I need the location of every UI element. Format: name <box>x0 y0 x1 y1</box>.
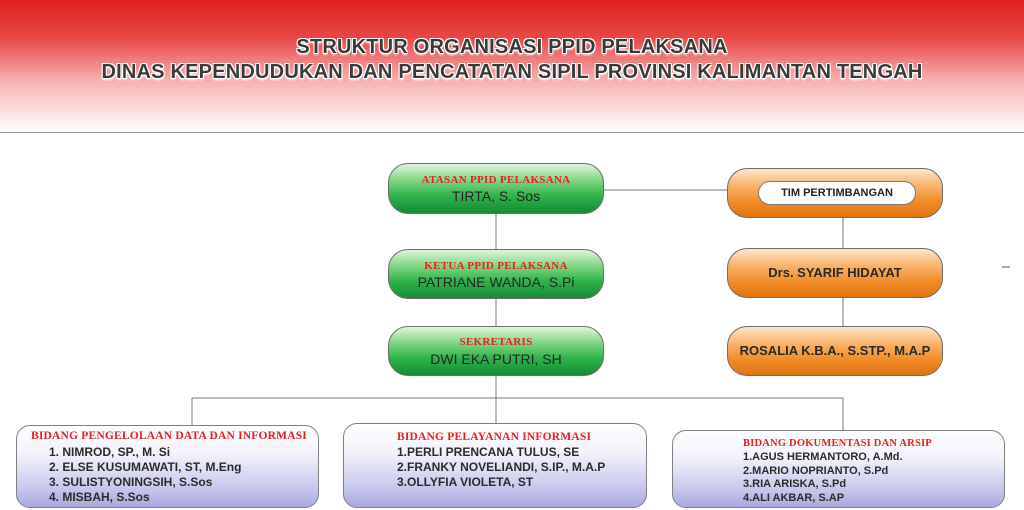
list-item: 4.ALI AKBAR, S.AP <box>743 491 845 504</box>
sekretaris-name: DWI EKA PUTRI, SH <box>430 351 562 367</box>
page-title-line-1: STRUKTUR ORGANISASI PPID PELAKSANA <box>296 36 728 58</box>
bidang-pelayanan-list <box>397 445 605 490</box>
list-item: 4. MISBAH, S.Sos <box>49 490 150 504</box>
tim-member-1-box <box>727 248 943 298</box>
bidang-dokumentasi-title: BIDANG DOKUMENTASI DAN ARSIP <box>743 438 932 449</box>
ketua-title: KETUA PPID PELAKSANA <box>424 260 568 272</box>
list-item: 2.MARIO NOPRIANTO, S.Pd <box>743 464 889 477</box>
bidang-pengelolaan-list <box>49 445 241 505</box>
bidang-pengelolaan-title: BIDANG PENGELOLAAN DATA DAN INFORMASI <box>31 430 307 442</box>
tim-pertimbangan-label: TIM PERTIMBANGAN <box>758 181 916 205</box>
bidang-pelayanan-title: BIDANG PELAYANAN INFORMASI <box>397 431 592 443</box>
page-title-line-2: DINAS KEPENDUDUKAN DAN PENCATATAN SIPIL PROVINSI KALIMANTAN TENGAH <box>101 61 923 83</box>
list-item: 1.PERLI PRENCANA TULUS, SE <box>397 445 580 459</box>
bidang-pengelolaan-card <box>16 425 319 508</box>
list-item: 2.FRANKY NOVELIANDI, S.IP., M.A.P <box>397 460 606 474</box>
ketua-name: PATRIANE WANDA, S.Pi <box>417 274 575 290</box>
atasan-title: ATASAN PPID PELAKSANA <box>421 174 571 186</box>
ketua-box <box>388 249 604 299</box>
atasan-name: TIRTA, S. Sos <box>451 188 541 204</box>
list-item: 3. SULISTYONINGSIH, S.Sos <box>49 475 213 489</box>
list-item: 2. ELSE KUSUMAWATI, ST, M.Eng <box>49 460 242 474</box>
tim-member-2-name: ROSALIA K.B.A., S.STP., M.A.P <box>739 343 931 358</box>
list-item: 1. NIMROD, SP., M. Si <box>49 445 171 459</box>
bidang-dokumentasi-list <box>743 451 903 505</box>
list-item: 1.AGUS HERMANTORO, A.Md. <box>743 451 903 463</box>
tim-pertimbangan-box <box>727 168 943 218</box>
bidang-pelayanan-card <box>343 423 647 508</box>
atasan-box <box>388 163 604 214</box>
list-item: 3.OLLYFIA VIOLETA, ST <box>397 475 534 489</box>
tim-member-1-name: Drs. SYARIF HIDAYAT <box>768 265 902 280</box>
bidang-dokumentasi-card <box>672 430 1005 508</box>
tim-member-2-box <box>727 326 943 376</box>
sekretaris-title: SEKRETARIS <box>459 336 533 348</box>
list-item: 3.RIA ARISKA, S.Pd <box>743 478 847 490</box>
sekretaris-box <box>388 326 604 376</box>
